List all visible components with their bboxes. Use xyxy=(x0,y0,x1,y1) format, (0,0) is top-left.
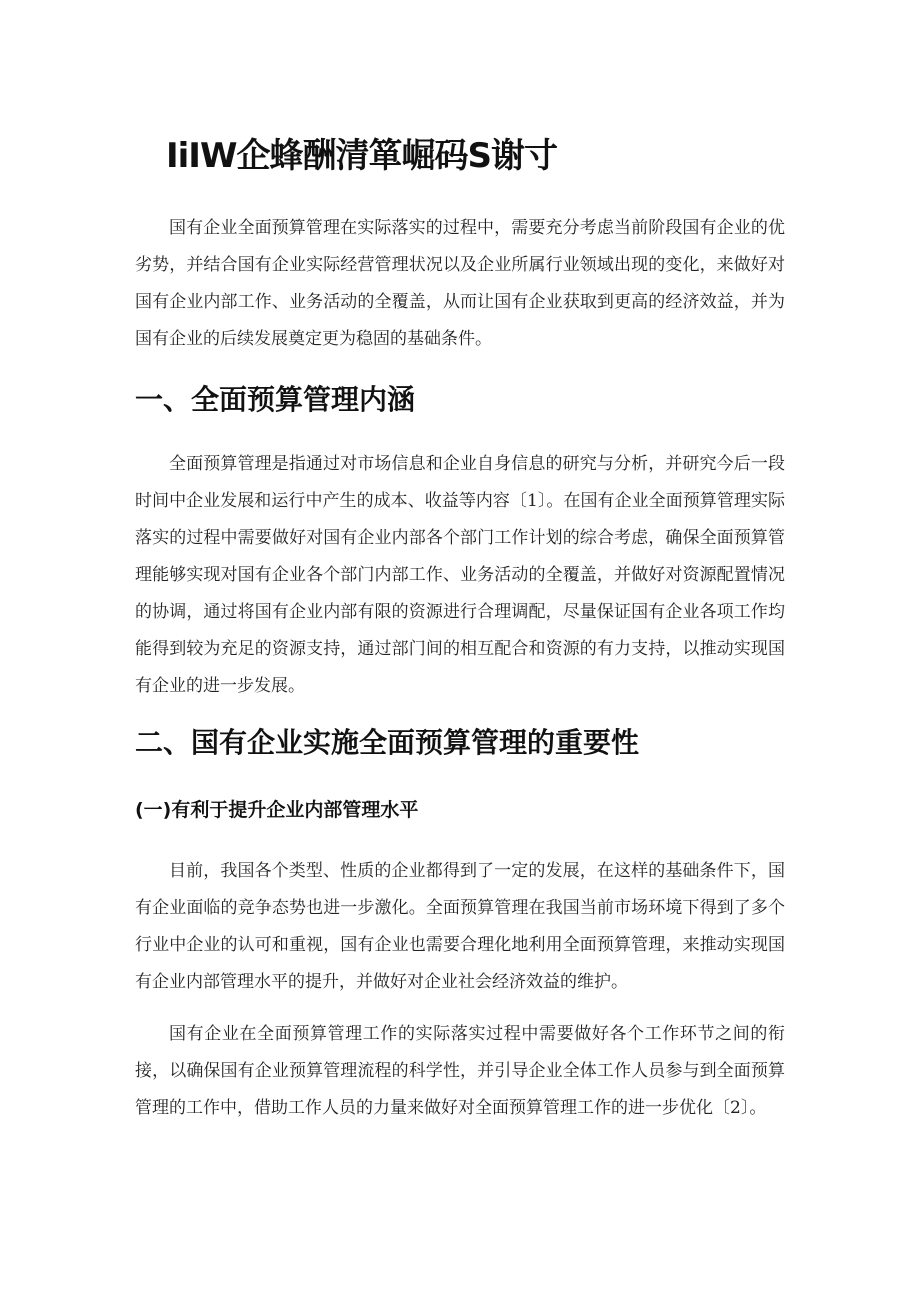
section-1-paragraph: 全面预算管理是指通过对市场信息和企业自身信息的研究与分析，并研究今后一段时间中企业发展和运行中产生的成本、收益等内容〔1〕。在国有企业全面预算管理实际落实的过程中需要做好对国有企业内部各个部门工作计划的综合考虑，确保全面预算管理能够实现对国有企业各个部门内部工作、业务活动的全覆盖，并做好对资源配置情况的协调，通过将国有企业内部有限的资源进行合理调配，尽量保证国有企业各项工作均能得到较为充足的资源支持，通过部门间的相互配合和资源的有力支持，以推动实现国有企业的进一步发展。 xyxy=(135,454,785,696)
subsection-1-heading: (一)有利于提升企业内部管理水平 xyxy=(135,799,419,821)
section-2-heading: 二、国有企业实施全面预算管理的重要性 xyxy=(135,726,640,759)
section-1-heading: 一、全面预算管理内涵 xyxy=(135,383,416,416)
intro-paragraph: 国有企业全面预算管理在实际落实的过程中，需要充分考虑当前阶段国有企业的优劣势，并结合国有企业实际经营管理状况以及企业所属行业领域出现的变化，来做好对国有企业内部工作、业务活动的全覆盖，从而让国有企业获取到更高的经济效益，并为国有企业的后续发展奠定更为稳固的基础条件。 xyxy=(135,218,785,349)
subsection-1-paragraph-1: 目前，我国各个类型、性质的企业都得到了一定的发展，在这样的基础条件下，国有企业面临的竞争态势也进一步激化。全面预算管理在我国当前市场环境下得到了多个行业中企业的认可和重视，国有企业也需要合理化地利用全面预算管理，来推动实现国有企业内部管理水平的提升，并做好对企业社会经济效益的维护。 xyxy=(135,861,785,992)
subsection-1-paragraph-2: 国有企业在全面预算管理工作的实际落实过程中需要做好各个工作环节之间的衔接，以确保国有企业预算管理流程的科学性，并引导企业全体工作人员参与到全面预算管理的工作中，借助工作人员的力量来做好对全面预算管理工作的进一步优化〔2〕。 xyxy=(135,1024,785,1118)
document-title: IiIW企蜂酬清箪崛码S谢寸 xyxy=(166,136,557,176)
